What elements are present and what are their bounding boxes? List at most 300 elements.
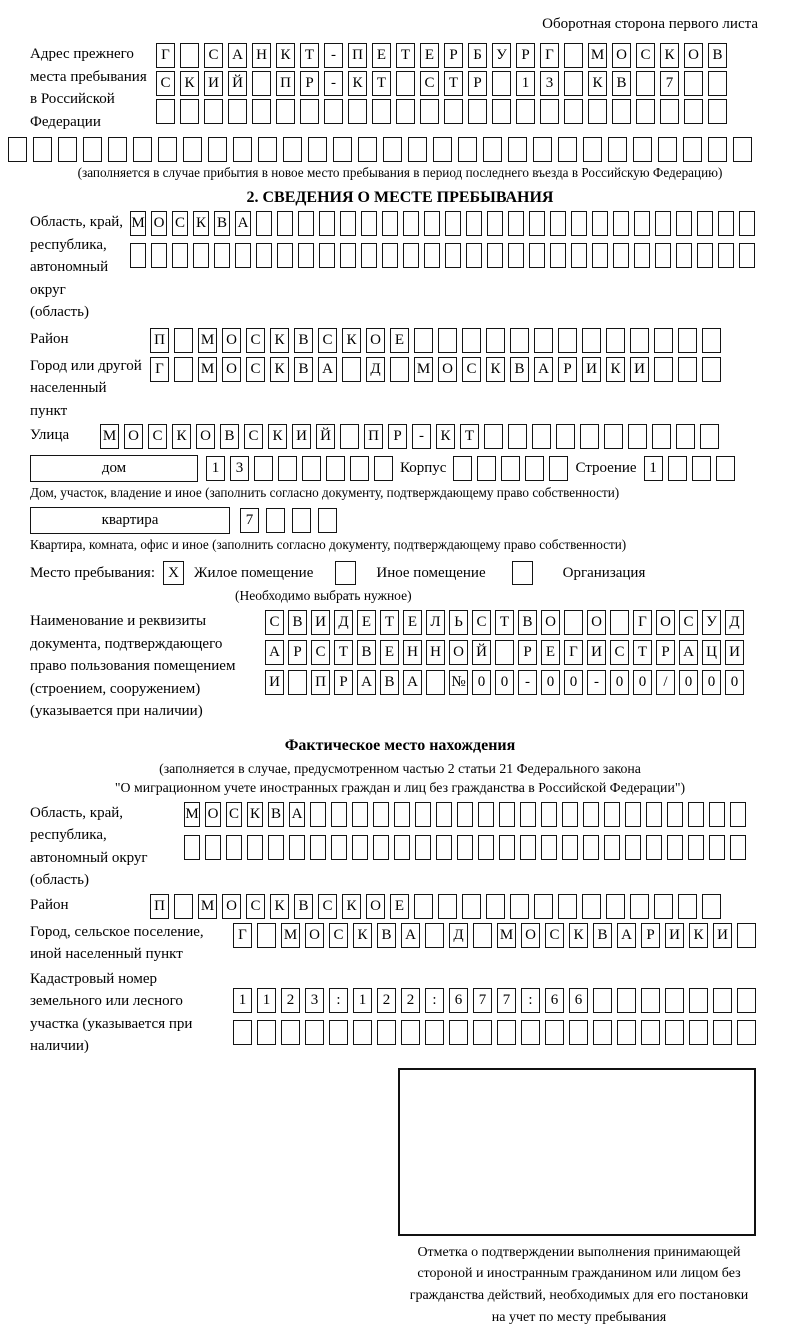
char-box[interactable]: В: [357, 640, 376, 665]
char-box[interactable]: [292, 508, 311, 533]
char-box[interactable]: С: [172, 211, 188, 236]
char-box[interactable]: [550, 211, 566, 236]
char-box[interactable]: А: [265, 640, 284, 665]
char-box[interactable]: [172, 243, 188, 268]
char-box[interactable]: [310, 835, 326, 860]
char-box[interactable]: У: [492, 43, 511, 68]
char-box[interactable]: Т: [396, 43, 415, 68]
char-box[interactable]: М: [414, 357, 433, 382]
char-box[interactable]: [361, 243, 377, 268]
apartment-word-box[interactable]: квартира: [30, 507, 230, 534]
char-box[interactable]: [668, 456, 687, 481]
char-box[interactable]: Р: [388, 424, 407, 449]
char-box[interactable]: [420, 99, 439, 124]
char-box[interactable]: [665, 1020, 684, 1045]
char-box[interactable]: [281, 1020, 300, 1045]
char-box[interactable]: [352, 835, 368, 860]
char-box[interactable]: П: [348, 43, 367, 68]
char-box[interactable]: К: [193, 211, 209, 236]
char-box[interactable]: [708, 137, 727, 162]
char-box[interactable]: [319, 211, 335, 236]
char-box[interactable]: [324, 99, 343, 124]
char-box[interactable]: [592, 211, 608, 236]
char-box[interactable]: [466, 211, 482, 236]
char-box[interactable]: [302, 456, 321, 481]
char-box[interactable]: [617, 988, 636, 1013]
char-box[interactable]: Е: [541, 640, 560, 665]
char-box[interactable]: [739, 211, 755, 236]
char-box[interactable]: В: [294, 328, 313, 353]
char-box[interactable]: -: [324, 71, 343, 96]
char-box[interactable]: [617, 1020, 636, 1045]
house-word-box[interactable]: дом: [30, 455, 198, 482]
char-box[interactable]: [414, 328, 433, 353]
char-box[interactable]: Т: [495, 610, 514, 635]
char-box[interactable]: С: [204, 43, 223, 68]
other-premises-checkbox[interactable]: [335, 561, 356, 585]
char-box[interactable]: [564, 71, 583, 96]
char-box[interactable]: [708, 71, 727, 96]
char-box[interactable]: [254, 456, 273, 481]
char-box[interactable]: [277, 243, 293, 268]
char-box[interactable]: [468, 99, 487, 124]
char-box[interactable]: [608, 137, 627, 162]
char-box[interactable]: [298, 243, 314, 268]
char-box[interactable]: [156, 99, 175, 124]
char-box[interactable]: А: [289, 802, 305, 827]
char-box[interactable]: [300, 99, 319, 124]
char-box[interactable]: К: [348, 71, 367, 96]
char-box[interactable]: [558, 328, 577, 353]
char-box[interactable]: С: [265, 610, 284, 635]
char-box[interactable]: [606, 894, 625, 919]
char-box[interactable]: [415, 802, 431, 827]
char-box[interactable]: Й: [228, 71, 247, 96]
char-box[interactable]: Р: [641, 923, 660, 948]
char-box[interactable]: [612, 99, 631, 124]
char-box[interactable]: [634, 211, 650, 236]
char-box[interactable]: [613, 211, 629, 236]
char-box[interactable]: [510, 894, 529, 919]
char-box[interactable]: М: [497, 923, 516, 948]
char-box[interactable]: О: [612, 43, 631, 68]
char-box[interactable]: [700, 424, 719, 449]
char-box[interactable]: [739, 243, 755, 268]
char-box[interactable]: [462, 894, 481, 919]
char-box[interactable]: [606, 328, 625, 353]
char-box[interactable]: [350, 456, 369, 481]
char-box[interactable]: [305, 1020, 324, 1045]
char-box[interactable]: В: [612, 71, 631, 96]
char-box[interactable]: 6: [569, 988, 588, 1013]
char-box[interactable]: [558, 137, 577, 162]
char-box[interactable]: Е: [390, 894, 409, 919]
char-box[interactable]: [458, 137, 477, 162]
char-box[interactable]: Р: [518, 640, 537, 665]
char-box[interactable]: [235, 243, 251, 268]
char-box[interactable]: [541, 802, 557, 827]
char-box[interactable]: К: [270, 357, 289, 382]
char-box[interactable]: [697, 243, 713, 268]
char-box[interactable]: С: [545, 923, 564, 948]
char-box[interactable]: Р: [468, 71, 487, 96]
char-box[interactable]: [484, 424, 503, 449]
char-box[interactable]: [252, 99, 271, 124]
char-box[interactable]: [214, 243, 230, 268]
char-box[interactable]: [473, 1020, 492, 1045]
char-box[interactable]: Й: [316, 424, 335, 449]
char-box[interactable]: А: [679, 640, 698, 665]
char-box[interactable]: Р: [444, 43, 463, 68]
char-box[interactable]: [709, 835, 725, 860]
char-box[interactable]: [702, 328, 721, 353]
char-box[interactable]: К: [180, 71, 199, 96]
char-box[interactable]: [133, 137, 152, 162]
char-box[interactable]: [208, 137, 227, 162]
char-box[interactable]: Ь: [449, 610, 468, 635]
char-box[interactable]: [583, 137, 602, 162]
char-box[interactable]: 3: [230, 456, 249, 481]
char-box[interactable]: М: [184, 802, 200, 827]
char-box[interactable]: [433, 137, 452, 162]
char-box[interactable]: [438, 894, 457, 919]
char-box[interactable]: [545, 1020, 564, 1045]
char-box[interactable]: О: [222, 894, 241, 919]
char-box[interactable]: [486, 894, 505, 919]
char-box[interactable]: [652, 424, 671, 449]
char-box[interactable]: [340, 211, 356, 236]
char-box[interactable]: [403, 243, 419, 268]
char-box[interactable]: [571, 211, 587, 236]
char-box[interactable]: [529, 211, 545, 236]
char-box[interactable]: [495, 640, 514, 665]
char-box[interactable]: [534, 328, 553, 353]
char-box[interactable]: И: [713, 923, 732, 948]
char-box[interactable]: [374, 456, 393, 481]
char-box[interactable]: [713, 988, 732, 1013]
char-box[interactable]: [180, 99, 199, 124]
char-box[interactable]: М: [281, 923, 300, 948]
char-box[interactable]: [487, 243, 503, 268]
char-box[interactable]: [550, 243, 566, 268]
char-box[interactable]: [348, 99, 367, 124]
char-box[interactable]: :: [425, 988, 444, 1013]
char-box[interactable]: [688, 802, 704, 827]
char-box[interactable]: С: [244, 424, 263, 449]
char-box[interactable]: [521, 1020, 540, 1045]
char-box[interactable]: [702, 357, 721, 382]
char-box[interactable]: [151, 243, 167, 268]
char-box[interactable]: [562, 835, 578, 860]
char-box[interactable]: [540, 99, 559, 124]
char-box[interactable]: [604, 835, 620, 860]
char-box[interactable]: [683, 137, 702, 162]
char-box[interactable]: К: [270, 328, 289, 353]
char-box[interactable]: [634, 243, 650, 268]
char-box[interactable]: [713, 1020, 732, 1045]
char-box[interactable]: А: [534, 357, 553, 382]
char-box[interactable]: 7: [660, 71, 679, 96]
char-box[interactable]: [492, 71, 511, 96]
char-box[interactable]: [533, 137, 552, 162]
char-box[interactable]: 2: [377, 988, 396, 1013]
char-box[interactable]: -: [324, 43, 343, 68]
char-box[interactable]: О: [222, 357, 241, 382]
char-box[interactable]: В: [214, 211, 230, 236]
char-box[interactable]: [394, 802, 410, 827]
char-box[interactable]: [564, 99, 583, 124]
char-box[interactable]: В: [294, 894, 313, 919]
char-box[interactable]: [8, 137, 27, 162]
char-box[interactable]: 7: [473, 988, 492, 1013]
char-box[interactable]: [625, 802, 641, 827]
char-box[interactable]: О: [151, 211, 167, 236]
char-box[interactable]: К: [270, 894, 289, 919]
char-box[interactable]: П: [150, 894, 169, 919]
char-box[interactable]: С: [610, 640, 629, 665]
char-box[interactable]: Д: [366, 357, 385, 382]
char-box[interactable]: О: [196, 424, 215, 449]
char-box[interactable]: [453, 456, 472, 481]
char-box[interactable]: [737, 988, 756, 1013]
char-box[interactable]: Т: [372, 71, 391, 96]
char-box[interactable]: О: [587, 610, 606, 635]
char-box[interactable]: [288, 670, 307, 695]
char-box[interactable]: [697, 211, 713, 236]
char-box[interactable]: К: [569, 923, 588, 948]
char-box[interactable]: И: [665, 923, 684, 948]
char-box[interactable]: [257, 923, 276, 948]
char-box[interactable]: О: [366, 328, 385, 353]
char-box[interactable]: 0: [725, 670, 744, 695]
char-box[interactable]: [689, 1020, 708, 1045]
char-box[interactable]: П: [364, 424, 383, 449]
char-box[interactable]: [383, 137, 402, 162]
char-box[interactable]: А: [228, 43, 247, 68]
char-box[interactable]: Т: [633, 640, 652, 665]
char-box[interactable]: [625, 835, 641, 860]
char-box[interactable]: А: [617, 923, 636, 948]
char-box[interactable]: [257, 1020, 276, 1045]
char-box[interactable]: :: [521, 988, 540, 1013]
char-box[interactable]: К: [486, 357, 505, 382]
char-box[interactable]: [593, 1020, 612, 1045]
char-box[interactable]: О: [684, 43, 703, 68]
char-box[interactable]: [497, 1020, 516, 1045]
char-box[interactable]: 1: [516, 71, 535, 96]
char-box[interactable]: [730, 835, 746, 860]
char-box[interactable]: [646, 802, 662, 827]
char-box[interactable]: [604, 802, 620, 827]
char-box[interactable]: [444, 99, 463, 124]
char-box[interactable]: О: [205, 802, 221, 827]
char-box[interactable]: [613, 243, 629, 268]
char-box[interactable]: [688, 835, 704, 860]
char-box[interactable]: [256, 243, 272, 268]
char-box[interactable]: Н: [252, 43, 271, 68]
char-box[interactable]: [499, 802, 515, 827]
char-box[interactable]: 1: [206, 456, 225, 481]
char-box[interactable]: Ц: [702, 640, 721, 665]
char-box[interactable]: [534, 894, 553, 919]
char-box[interactable]: [508, 137, 527, 162]
char-box[interactable]: Г: [633, 610, 652, 635]
char-box[interactable]: В: [220, 424, 239, 449]
char-box[interactable]: [445, 211, 461, 236]
char-box[interactable]: [457, 802, 473, 827]
char-box[interactable]: М: [198, 328, 217, 353]
char-box[interactable]: -: [518, 670, 537, 695]
char-box[interactable]: [333, 137, 352, 162]
char-box[interactable]: О: [438, 357, 457, 382]
char-box[interactable]: [529, 243, 545, 268]
char-box[interactable]: [252, 71, 271, 96]
char-box[interactable]: В: [288, 610, 307, 635]
char-box[interactable]: И: [204, 71, 223, 96]
char-box[interactable]: [655, 243, 671, 268]
char-box[interactable]: К: [436, 424, 455, 449]
char-box[interactable]: [408, 137, 427, 162]
char-box[interactable]: [501, 456, 520, 481]
char-box[interactable]: [708, 99, 727, 124]
char-box[interactable]: [667, 802, 683, 827]
char-box[interactable]: С: [148, 424, 167, 449]
char-box[interactable]: [593, 988, 612, 1013]
char-box[interactable]: А: [318, 357, 337, 382]
char-box[interactable]: [58, 137, 77, 162]
char-box[interactable]: [564, 610, 583, 635]
char-box[interactable]: Г: [150, 357, 169, 382]
char-box[interactable]: Г: [540, 43, 559, 68]
char-box[interactable]: [678, 357, 697, 382]
char-box[interactable]: Е: [390, 328, 409, 353]
char-box[interactable]: [655, 211, 671, 236]
char-box[interactable]: [508, 424, 527, 449]
char-box[interactable]: Е: [420, 43, 439, 68]
organization-checkbox[interactable]: [512, 561, 533, 585]
char-box[interactable]: А: [235, 211, 251, 236]
char-box[interactable]: [510, 328, 529, 353]
char-box[interactable]: [414, 894, 433, 919]
char-box[interactable]: Л: [426, 610, 445, 635]
char-box[interactable]: П: [311, 670, 330, 695]
char-box[interactable]: [483, 137, 502, 162]
char-box[interactable]: Д: [334, 610, 353, 635]
char-box[interactable]: А: [403, 670, 422, 695]
char-box[interactable]: [684, 71, 703, 96]
char-box[interactable]: И: [630, 357, 649, 382]
char-box[interactable]: И: [292, 424, 311, 449]
char-box[interactable]: И: [311, 610, 330, 635]
char-box[interactable]: [702, 894, 721, 919]
char-box[interactable]: [361, 211, 377, 236]
char-box[interactable]: О: [656, 610, 675, 635]
char-box[interactable]: 0: [564, 670, 583, 695]
char-box[interactable]: [689, 988, 708, 1013]
char-box[interactable]: [733, 137, 752, 162]
char-box[interactable]: Т: [300, 43, 319, 68]
char-box[interactable]: [424, 211, 440, 236]
char-box[interactable]: [331, 802, 347, 827]
char-box[interactable]: [342, 357, 361, 382]
char-box[interactable]: [247, 835, 263, 860]
char-box[interactable]: У: [702, 610, 721, 635]
char-box[interactable]: [310, 802, 326, 827]
char-box[interactable]: [641, 988, 660, 1013]
char-box[interactable]: [571, 243, 587, 268]
char-box[interactable]: [268, 835, 284, 860]
char-box[interactable]: [318, 508, 337, 533]
char-box[interactable]: [588, 99, 607, 124]
char-box[interactable]: [737, 1020, 756, 1045]
char-box[interactable]: [633, 137, 652, 162]
char-box[interactable]: 1: [257, 988, 276, 1013]
char-box[interactable]: И: [582, 357, 601, 382]
char-box[interactable]: [716, 456, 735, 481]
char-box[interactable]: 2: [281, 988, 300, 1013]
char-box[interactable]: [654, 328, 673, 353]
char-box[interactable]: [558, 894, 577, 919]
char-box[interactable]: [508, 211, 524, 236]
char-box[interactable]: [473, 923, 492, 948]
char-box[interactable]: [684, 99, 703, 124]
char-box[interactable]: Р: [656, 640, 675, 665]
char-box[interactable]: [678, 894, 697, 919]
char-box[interactable]: [665, 988, 684, 1013]
char-box[interactable]: [737, 923, 756, 948]
char-box[interactable]: В: [377, 923, 396, 948]
char-box[interactable]: В: [268, 802, 284, 827]
char-box[interactable]: [436, 802, 452, 827]
char-box[interactable]: №: [449, 670, 468, 695]
char-box[interactable]: О: [521, 923, 540, 948]
char-box[interactable]: К: [606, 357, 625, 382]
char-box[interactable]: [83, 137, 102, 162]
char-box[interactable]: [641, 1020, 660, 1045]
char-box[interactable]: С: [636, 43, 655, 68]
char-box[interactable]: [352, 802, 368, 827]
char-box[interactable]: [445, 243, 461, 268]
char-box[interactable]: [373, 802, 389, 827]
char-box[interactable]: [541, 835, 557, 860]
char-box[interactable]: В: [518, 610, 537, 635]
char-box[interactable]: 0: [610, 670, 629, 695]
char-box[interactable]: :: [329, 988, 348, 1013]
char-box[interactable]: К: [276, 43, 295, 68]
char-box[interactable]: В: [294, 357, 313, 382]
char-box[interactable]: [425, 1020, 444, 1045]
char-box[interactable]: О: [305, 923, 324, 948]
char-box[interactable]: [564, 43, 583, 68]
char-box[interactable]: К: [588, 71, 607, 96]
char-box[interactable]: 0: [633, 670, 652, 695]
char-box[interactable]: -: [412, 424, 431, 449]
char-box[interactable]: [358, 137, 377, 162]
char-box[interactable]: [426, 670, 445, 695]
char-box[interactable]: О: [222, 328, 241, 353]
char-box[interactable]: [487, 211, 503, 236]
char-box[interactable]: И: [265, 670, 284, 695]
char-box[interactable]: [676, 211, 692, 236]
char-box[interactable]: [174, 894, 193, 919]
char-box[interactable]: [492, 99, 511, 124]
char-box[interactable]: [676, 243, 692, 268]
char-box[interactable]: [377, 1020, 396, 1045]
char-box[interactable]: 2: [401, 988, 420, 1013]
char-box[interactable]: [556, 424, 575, 449]
char-box[interactable]: Е: [403, 610, 422, 635]
char-box[interactable]: Г: [233, 923, 252, 948]
